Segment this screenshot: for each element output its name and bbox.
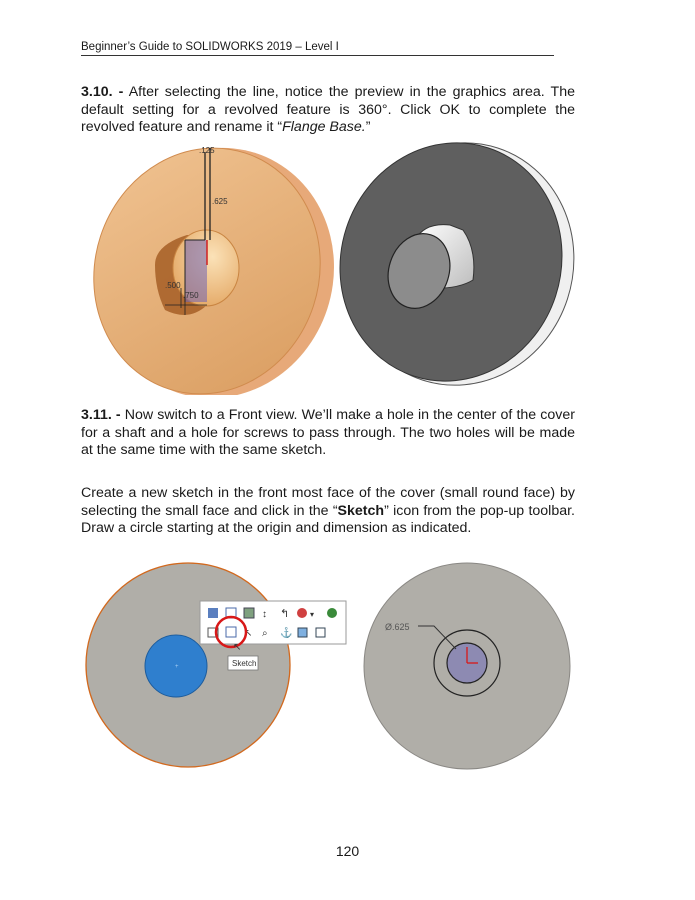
step-3-11-paragraph xyxy=(81,407,575,460)
front-view-figure xyxy=(80,560,590,825)
revolve-preview xyxy=(85,140,366,395)
isometric-icon[interactable] xyxy=(316,628,325,637)
tooltip-label: Sketch xyxy=(232,659,257,668)
sketch-icon[interactable] xyxy=(226,627,236,637)
dim-height: .625 xyxy=(212,197,228,206)
dim-width: .750 xyxy=(183,291,199,300)
closing-quote: ” xyxy=(365,119,371,136)
instruction-text: Create a new sketch in the front most face of the cover (small round face) by selecting the small face and click in the “ xyxy=(81,485,575,519)
instruction-text-end: ” icon from the pop-up toolbar. Draw a circle starting at the origin and dimension as indicated. xyxy=(81,502,575,537)
step-number: 3.11. - xyxy=(81,407,121,423)
zoom-icon[interactable]: ⌕ xyxy=(262,628,268,639)
dropdown-arrow-icon[interactable]: ▾ xyxy=(310,610,315,619)
arrow-icon[interactable]: ↖ xyxy=(244,628,253,639)
step-3-10-paragraph xyxy=(81,84,575,137)
feature-name: Flange Base. xyxy=(282,119,366,136)
anchor-icon[interactable]: ⚓ xyxy=(280,628,293,639)
running-header: Beginner’s Guide to SOLIDWORKS 2019 – Level I xyxy=(81,41,554,56)
view-cube-icon[interactable] xyxy=(208,608,218,618)
normal-to-icon[interactable]: ↕ xyxy=(262,609,267,620)
front-view-right xyxy=(364,563,570,769)
dim-radius: .500 xyxy=(165,281,181,290)
step-number: 3.10. - xyxy=(81,84,124,100)
cursor-icon: ↖ xyxy=(233,642,242,653)
display-style-icon[interactable] xyxy=(327,608,337,618)
svg-text:+: + xyxy=(175,664,179,670)
color-icon[interactable] xyxy=(297,608,307,618)
undo-icon[interactable]: ↰ xyxy=(280,608,290,620)
page-number: 120 xyxy=(335,843,360,859)
dim-top: .125 xyxy=(199,146,215,155)
revolved-solid xyxy=(309,140,575,395)
sketch-keyword: Sketch xyxy=(337,502,385,519)
appearance-icon[interactable] xyxy=(244,608,254,618)
view-orientation-icon[interactable] xyxy=(298,628,307,637)
toolbar-row-2 xyxy=(208,626,325,639)
revolve-figure xyxy=(85,140,575,395)
step-text: After selecting the line, notice the preview in the graphics area. The default setting for a revolved feature is 360°. Click OK to complete the revolved feature and rename it “ xyxy=(81,84,575,136)
diameter-dimension: Ø.625 xyxy=(385,622,410,632)
instruction-paragraph xyxy=(81,485,575,538)
step-text: Now switch to a Front view. We’ll make a hole in the center of the cover for a shaft and a hole for screws to pass through. The two holes will be made at the same time with the same sketch. xyxy=(81,407,575,459)
front-view-left xyxy=(86,563,293,767)
